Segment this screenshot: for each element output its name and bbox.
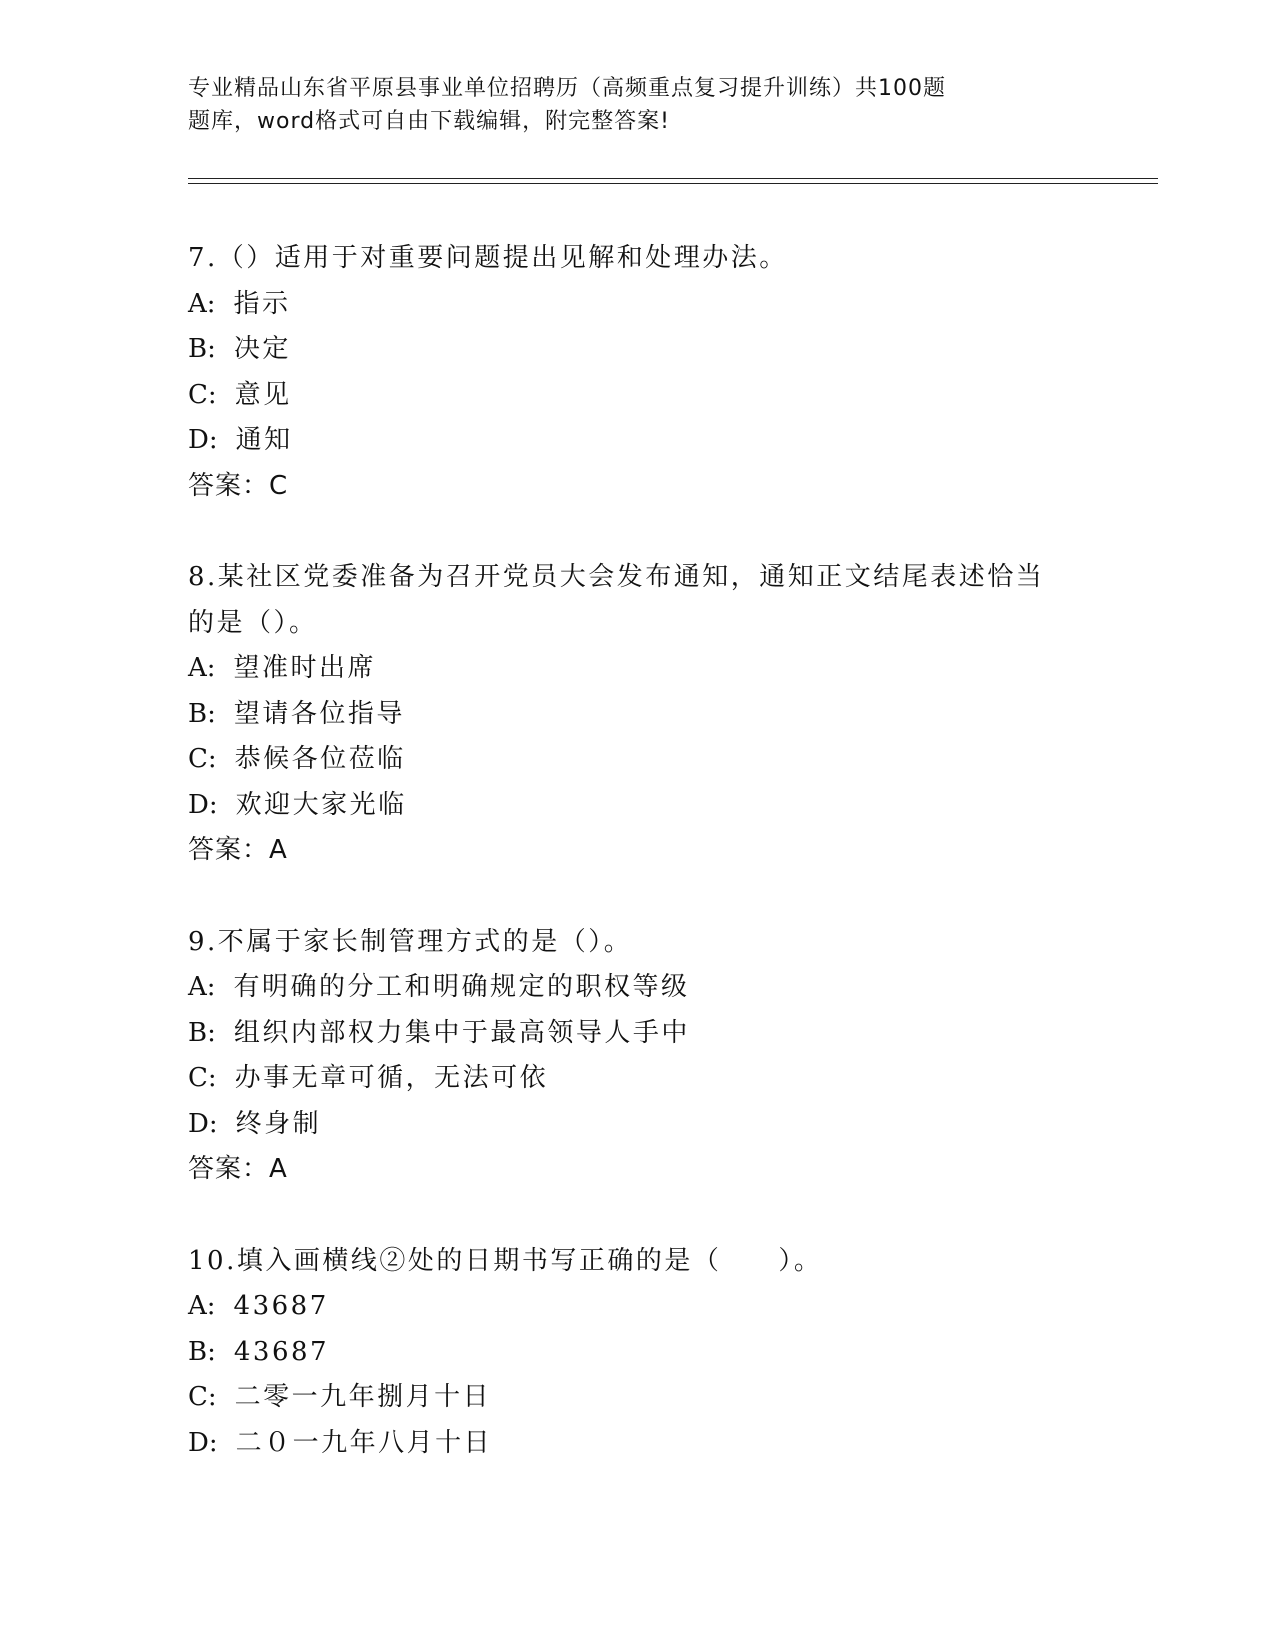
question-8 bbox=[188, 555, 1088, 874]
option-text: 二０一九年八月十日 bbox=[235, 1427, 493, 1458]
option-text: 欢迎大家光临 bbox=[235, 789, 407, 820]
option-text: 43687 bbox=[233, 1291, 329, 1321]
option-letter: C: bbox=[188, 379, 217, 410]
option-letter: C: bbox=[188, 1063, 217, 1093]
question-list bbox=[188, 236, 1088, 1512]
option-letter: A: bbox=[188, 653, 216, 683]
option-text: 二零一九年捌月十日 bbox=[234, 1382, 492, 1412]
option-letter: D: bbox=[188, 1108, 218, 1139]
option-letter: A: bbox=[188, 972, 216, 1002]
option-text: 望请各位指导 bbox=[233, 698, 405, 729]
option-c bbox=[188, 373, 1088, 419]
header-line-2: 题库，word格式可自由下载编辑，附完整答案! bbox=[188, 109, 670, 134]
option-a bbox=[188, 282, 1088, 328]
option-text: 43687 bbox=[233, 1336, 330, 1367]
option-text: 通知 bbox=[235, 425, 293, 455]
option-d bbox=[188, 1421, 1088, 1467]
document-header bbox=[188, 72, 1008, 138]
question-text: 8.某社区党委准备为召开党员大会发布通知，通知正文结尾表述恰当 bbox=[188, 562, 1045, 592]
question-text: 7.（）适用于对重要问题提出见解和处理办法。 bbox=[188, 243, 788, 273]
option-text: 办事无章可循，无法可依 bbox=[234, 1063, 549, 1093]
answer-line: 答案：A bbox=[188, 835, 288, 865]
header-line-1: 专业精品山东省平原县事业单位招聘历（高频重点复习提升训练）共100题 bbox=[188, 76, 946, 101]
option-letter: B: bbox=[188, 698, 216, 729]
option-letter: C: bbox=[188, 744, 217, 774]
question-text-continued: 的是（）。 bbox=[188, 607, 318, 638]
option-a bbox=[188, 646, 1088, 692]
option-text: 望准时出席 bbox=[233, 653, 377, 683]
question-text: 10.填入画横线②处的日期书写正确的是（ ）。 bbox=[188, 1245, 823, 1276]
option-text: 组织内部权力集中于最高领导人手中 bbox=[233, 1017, 690, 1048]
option-b bbox=[188, 1011, 1088, 1057]
option-b bbox=[188, 327, 1088, 373]
option-c bbox=[188, 737, 1088, 783]
question-text: 9.不属于家长制管理方式的是（）。 bbox=[188, 926, 633, 957]
option-letter: D: bbox=[188, 789, 218, 820]
option-a bbox=[188, 965, 1088, 1011]
option-text: 有明确的分工和明确规定的职权等级 bbox=[233, 972, 690, 1002]
option-b bbox=[188, 1330, 1088, 1376]
option-c bbox=[188, 1056, 1088, 1102]
option-letter: D: bbox=[188, 425, 218, 455]
answer-line: 答案：A bbox=[188, 1154, 288, 1184]
option-letter: A: bbox=[188, 1291, 216, 1321]
option-letter: D: bbox=[188, 1427, 218, 1458]
option-b bbox=[188, 692, 1088, 738]
option-letter: B: bbox=[188, 334, 216, 364]
option-letter: C: bbox=[188, 1382, 217, 1412]
option-text: 意见 bbox=[234, 379, 292, 410]
option-letter: B: bbox=[188, 1336, 216, 1367]
option-d bbox=[188, 1102, 1088, 1148]
question-10 bbox=[188, 1239, 1088, 1467]
option-letter: A: bbox=[188, 288, 216, 319]
option-c bbox=[188, 1375, 1088, 1421]
option-d bbox=[188, 783, 1088, 829]
option-text: 指示 bbox=[233, 288, 291, 319]
option-text: 决定 bbox=[233, 334, 291, 364]
answer-line: 答案：C bbox=[188, 470, 289, 501]
question-9 bbox=[188, 920, 1088, 1193]
header-double-rule bbox=[188, 178, 1158, 184]
option-text: 终身制 bbox=[235, 1108, 322, 1139]
option-d bbox=[188, 418, 1088, 464]
option-letter: B: bbox=[188, 1017, 216, 1048]
option-a bbox=[188, 1284, 1088, 1330]
question-7 bbox=[188, 236, 1088, 509]
option-text: 恭候各位莅临 bbox=[234, 744, 406, 774]
